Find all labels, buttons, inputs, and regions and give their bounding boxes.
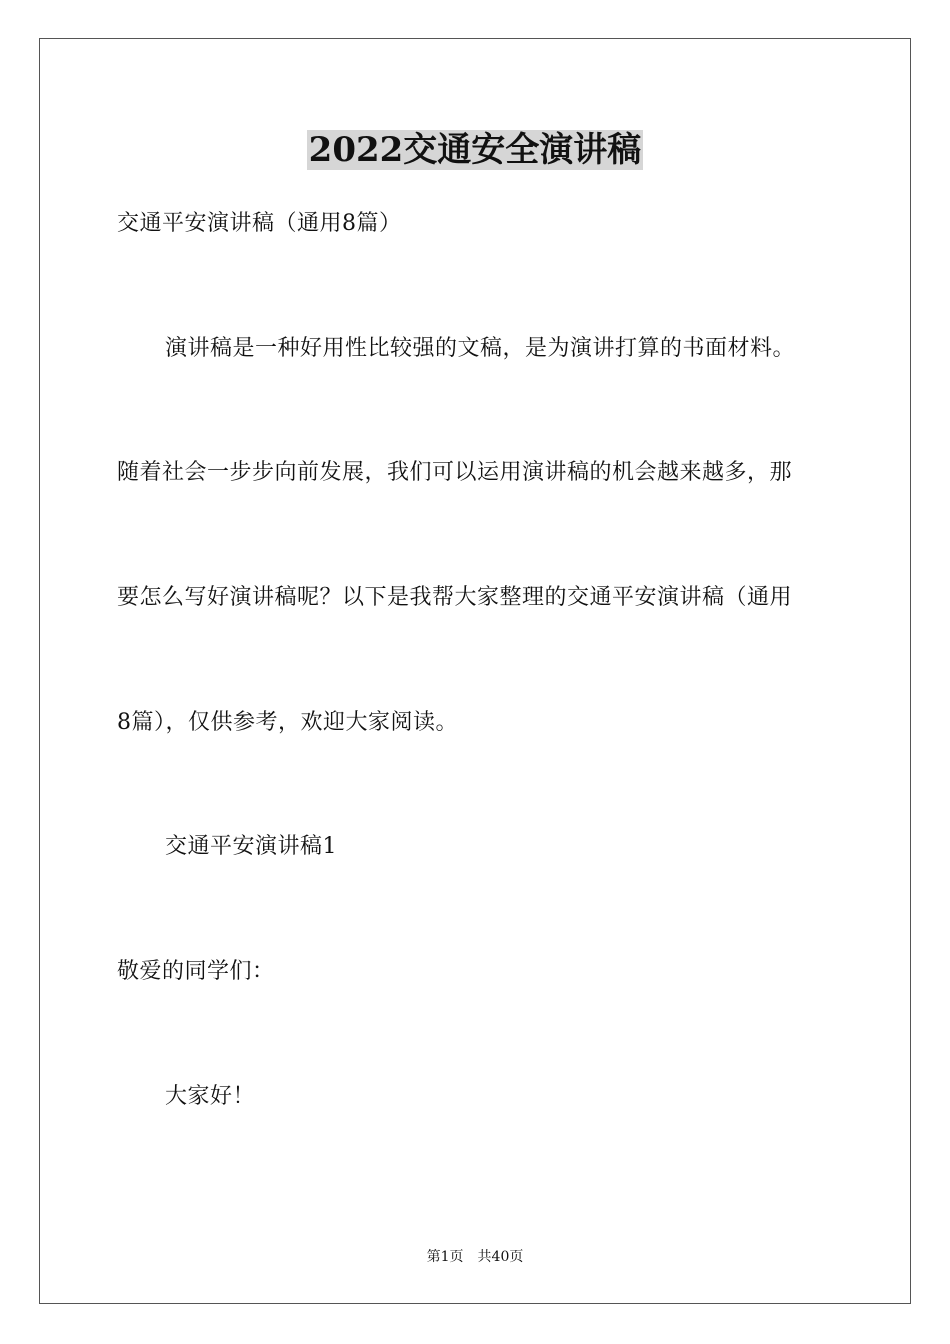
salutation: 敬爱的同学们： (117, 959, 275, 984)
document-subtitle: 交通平安演讲稿（通用8篇） (117, 211, 402, 236)
paragraph-line-3: 要怎么写好演讲稿呢？以下是我帮大家整理的交通平安演讲稿（通用 (117, 585, 793, 610)
paragraph-line-4: 8篇），仅供参考，欢迎大家阅读。 (117, 710, 458, 735)
document-title-text: 2022交通安全演讲稿 (308, 130, 642, 170)
paragraph-line-2: 随着社会一步步向前发展，我们可以运用演讲稿的机会越来越多，那 (117, 460, 793, 485)
section-heading: 交通平安演讲稿1 (165, 834, 337, 859)
document-title (0, 128, 950, 172)
greeting: 大家好！ (165, 1084, 256, 1109)
page-footer: 第1页 共40页 (426, 1249, 524, 1265)
paragraph-line-1: 演讲稿是一种好用性比较强的文稿，是为演讲打算的书面材料。 (165, 336, 796, 361)
